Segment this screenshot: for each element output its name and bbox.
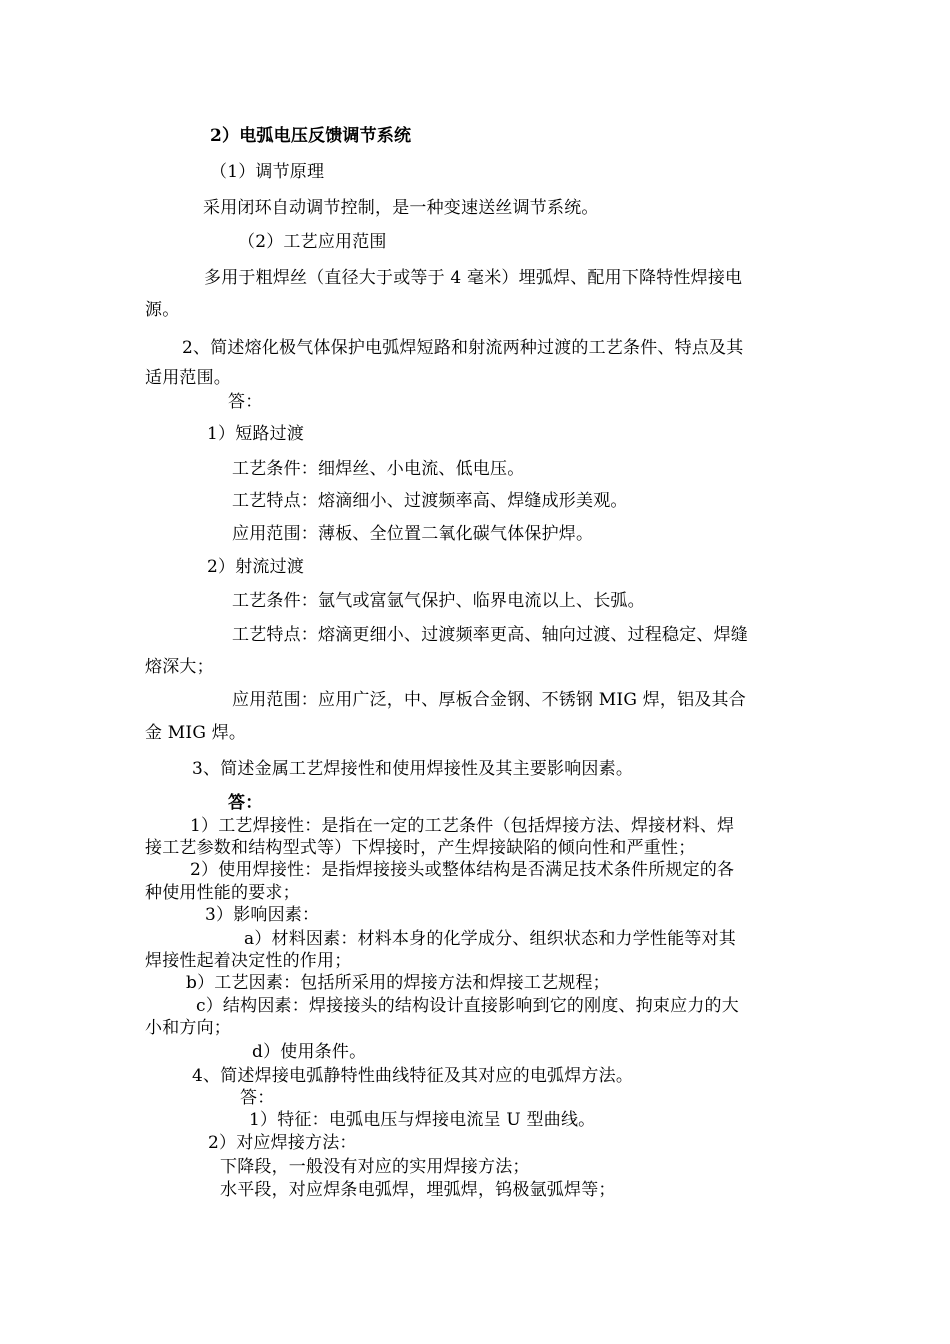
paragraph-text: c）结构因素：焊接接头的结构设计直接影响到它的刚度、拘束应力的大 <box>196 996 739 1016</box>
paragraph-text: 下降段，一般没有对应的实用焊接方法； <box>220 1157 530 1177</box>
paragraph-text: 工艺特点：熔滴更细小、过渡频率更高、轴向过渡、过程稳定、焊缝 <box>232 625 748 645</box>
subheading-spray-transfer: 2）射流过渡 <box>207 557 305 577</box>
paragraph-text: 小和方向； <box>145 1018 231 1038</box>
paragraph-text: b）工艺因素：包括所采用的焊接方法和焊接工艺规程； <box>186 973 610 993</box>
paragraph-text: d）使用条件。 <box>252 1042 367 1062</box>
paragraph-text: 焊接性起着决定性的作用； <box>145 951 352 971</box>
paragraph-text: 多用于粗焊丝（直径大于或等于 4 毫米）埋弧焊、配用下降特性焊接电 <box>204 268 743 288</box>
paragraph-text: 1）特征：电弧电压与焊接电流呈 U 型曲线。 <box>249 1110 596 1130</box>
paragraph-text: 接工艺参数和结构型式等）下焊接时，产生焊接缺陷的倾向性和严重性； <box>145 838 696 858</box>
paragraph-text: 种使用性能的要求； <box>145 883 300 903</box>
paragraph-text: 1）工艺焊接性：是指在一定的工艺条件（包括焊接方法、焊接材料、焊 <box>190 816 735 836</box>
paragraph-text: 熔深大； <box>145 657 214 677</box>
subheading-application-range: （2）工艺应用范围 <box>238 232 387 252</box>
paragraph-text: a）材料因素：材料本身的化学成分、组织状态和力学性能等对其 <box>244 929 736 949</box>
subheading-principle: （1）调节原理 <box>210 162 325 182</box>
question-4: 4、简述焊接电弧静特性曲线特征及其对应的电弧焊方法。 <box>192 1066 634 1086</box>
paragraph-text: 工艺条件：氩气或富氩气保护、临界电流以上、长弧。 <box>232 591 645 611</box>
paragraph-text: 源。 <box>145 300 180 320</box>
paragraph-text: 金 MIG 焊。 <box>145 723 247 743</box>
paragraph-text: 工艺条件：细焊丝、小电流、低电压。 <box>232 459 525 479</box>
paragraph-text: 2）使用焊接性：是指焊接接头或整体结构是否满足技术条件所规定的各 <box>190 860 735 880</box>
paragraph-text: 工艺特点：熔滴细小、过渡频率高、焊缝成形美观。 <box>232 491 628 511</box>
answer-label: 答： <box>228 392 263 412</box>
question-2-continued: 适用范围。 <box>145 368 231 388</box>
subheading-short-circuit-transfer: 1）短路过渡 <box>207 424 305 444</box>
paragraph-text: 应用范围：应用广泛，中、厚板合金钢、不锈钢 MIG 焊，铝及其合 <box>232 690 746 710</box>
subheading-influence-factors: 3）影响因素： <box>205 905 320 925</box>
question-2: 2、简述熔化极气体保护电弧焊短路和射流两种过渡的工艺条件、特点及其 <box>182 338 744 358</box>
section-heading-arc-voltage-feedback: 2）电弧电压反馈调节系统 <box>210 126 412 146</box>
paragraph-text: 应用范围：薄板、全位置二氧化碳气体保护焊。 <box>232 524 594 544</box>
question-3: 3、简述金属工艺焊接性和使用焊接性及其主要影响因素。 <box>192 759 634 779</box>
paragraph-text: 水平段，对应焊条电弧焊，埋弧焊，钨极氩弧焊等； <box>220 1180 616 1200</box>
answer-label: 答： <box>228 793 263 813</box>
paragraph-text: 采用闭环自动调节控制，是一种变速送丝调节系统。 <box>203 198 599 218</box>
subheading-corresponding-methods: 2）对应焊接方法： <box>208 1133 357 1153</box>
answer-label: 答： <box>240 1088 275 1108</box>
